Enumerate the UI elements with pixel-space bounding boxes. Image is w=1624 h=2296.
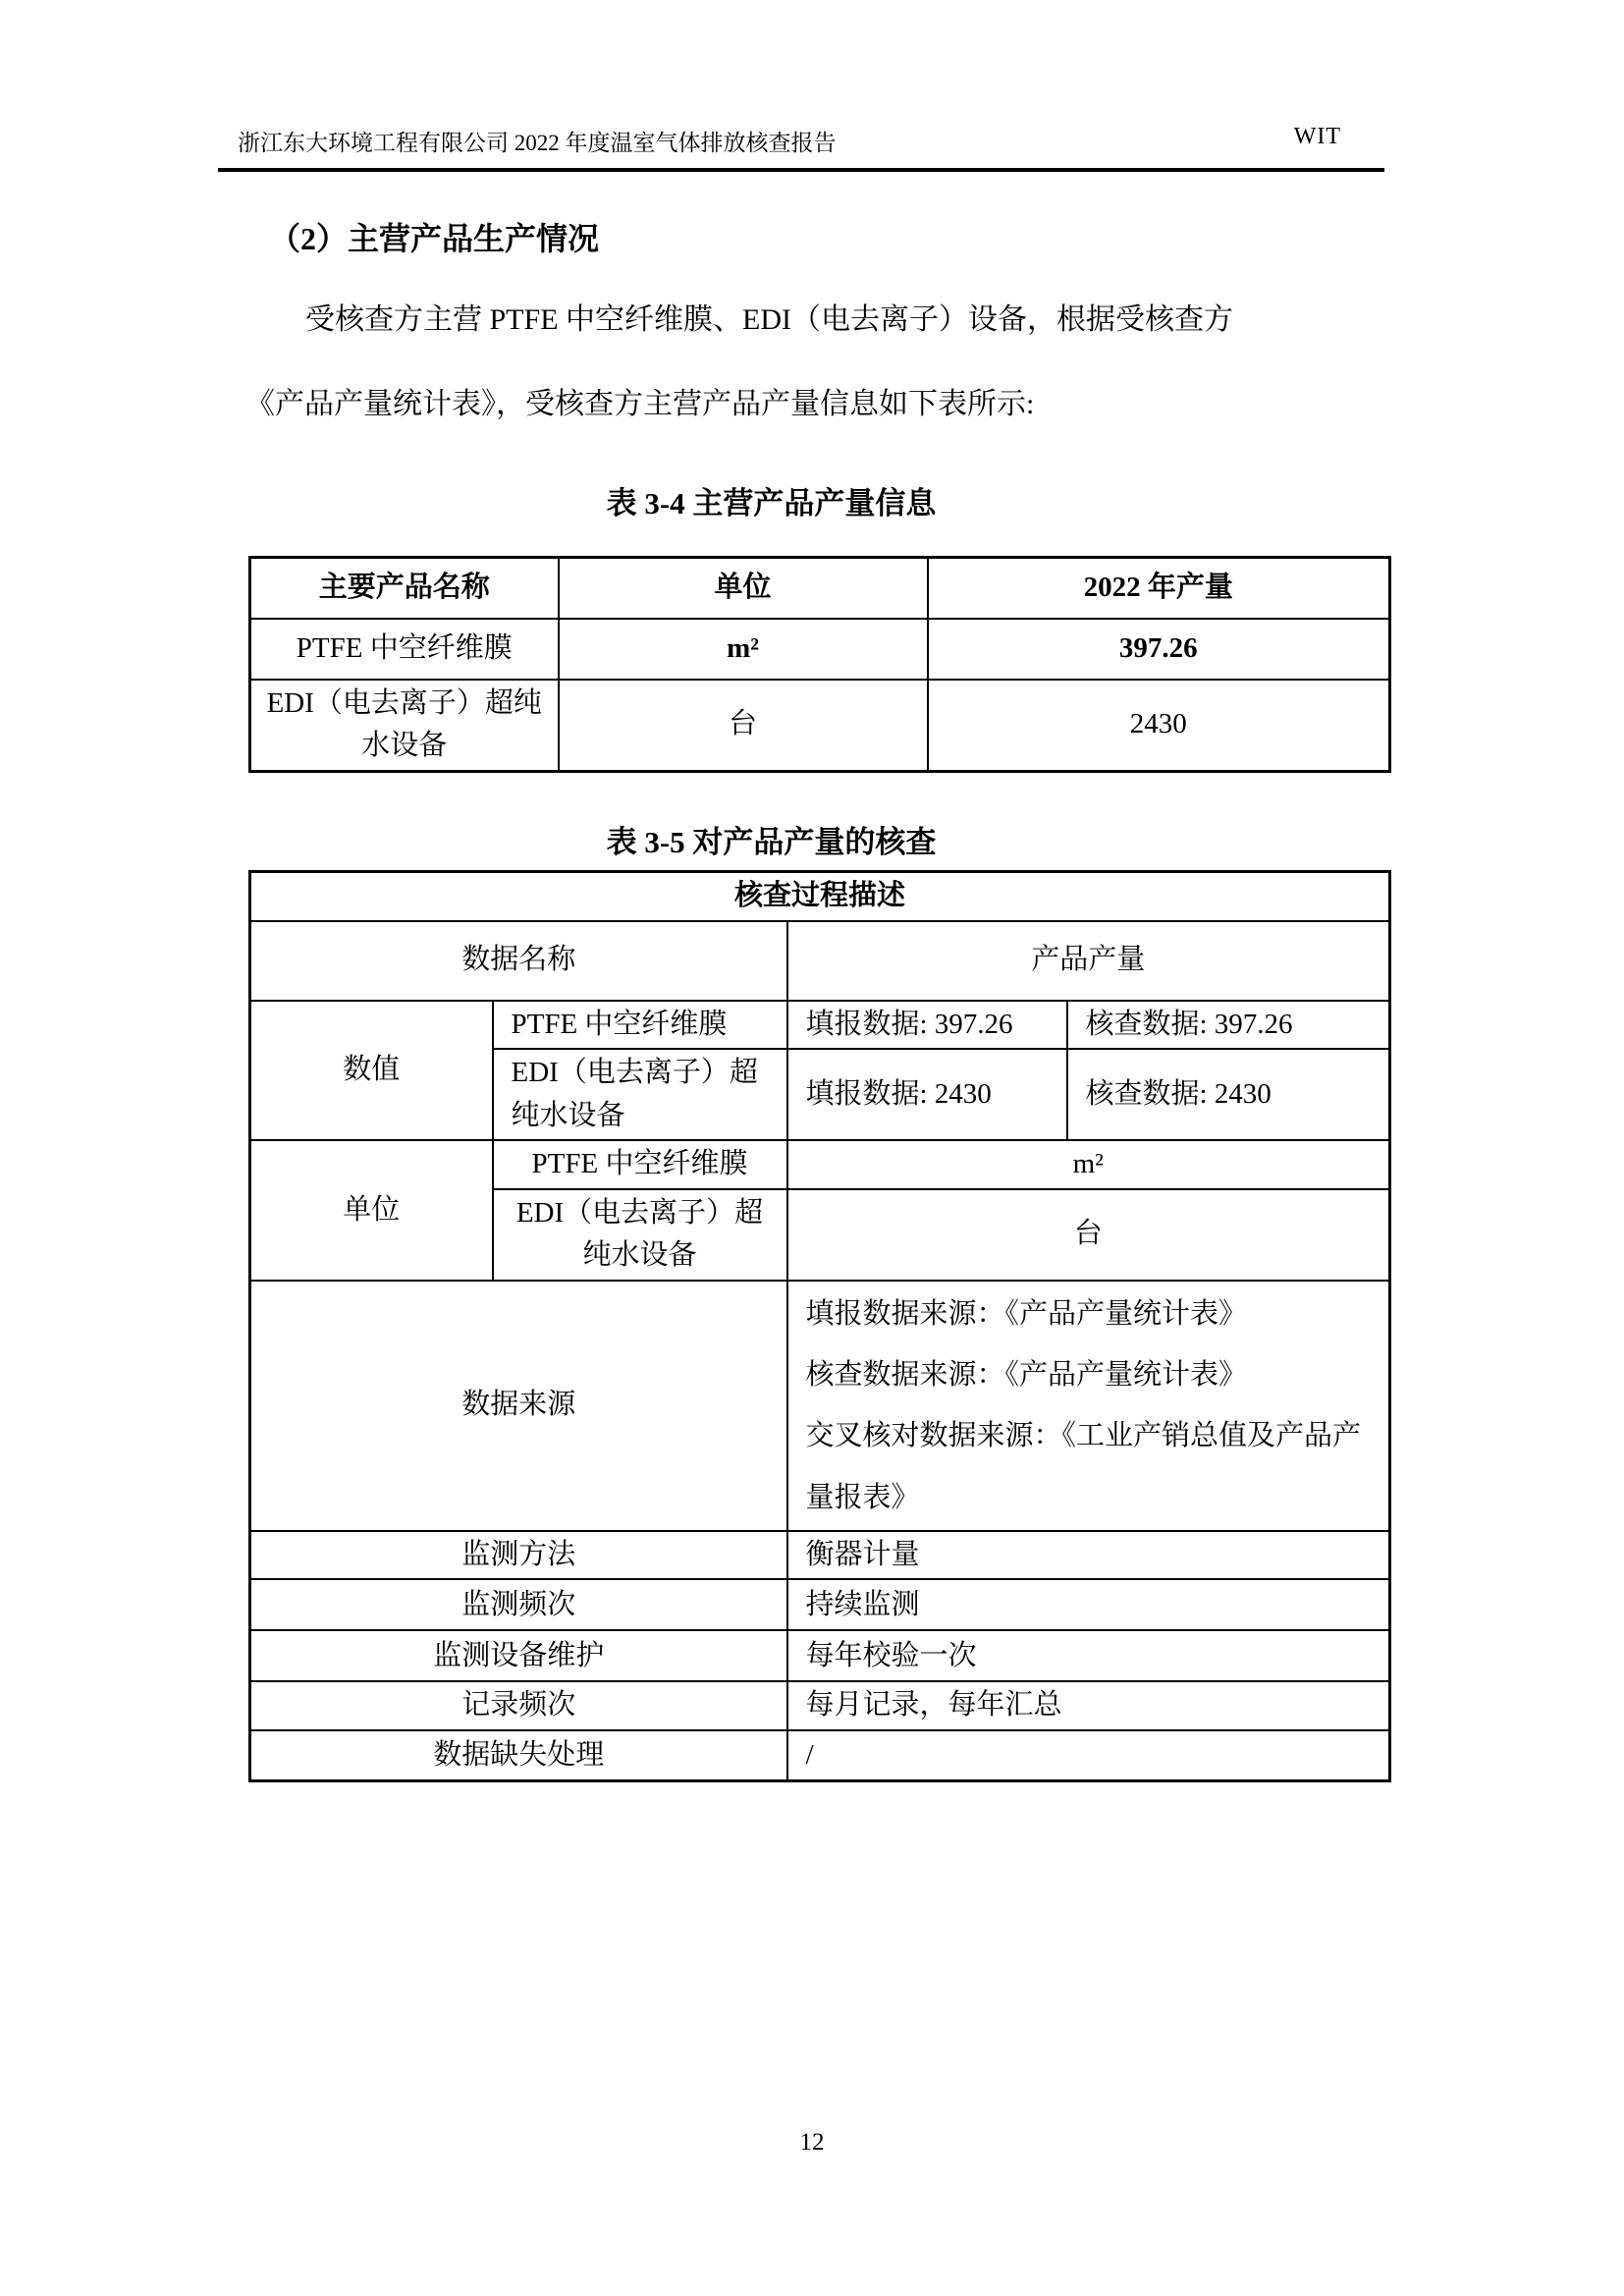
monitoring-frequency-value: 持续监测: [787, 1579, 1390, 1630]
product-name-cell: EDI（电去离子）超纯水设备: [250, 680, 559, 772]
output-cell: 2430: [928, 680, 1390, 772]
output-cell: 397.26: [928, 619, 1390, 680]
data-source-line: 核查数据来源：《产品产量统计表》: [805, 1358, 1248, 1391]
table-row: [250, 1579, 1390, 1630]
paragraph-line-1: 受核查方主营 PTFE 中空纤维膜、EDI（电去离子）设备，根据受核查方: [305, 303, 1233, 336]
section-heading: （2）主营产品生产情况: [269, 221, 600, 256]
unit-value-cell: 台: [787, 1189, 1390, 1281]
data-source-line: 交叉核对数据来源：《工业产销总值及产品产量报表》: [805, 1420, 1362, 1513]
unit-cell: 台: [559, 680, 928, 772]
table-row: [250, 1281, 1390, 1531]
unit-value-cell: m²: [787, 1140, 1390, 1189]
table-row: [250, 1681, 1390, 1730]
monitoring-method-value: 衡器计量: [787, 1531, 1390, 1580]
table-3-4-title: 表 3-4 主营产品产量信息: [606, 486, 937, 520]
table-3-5-verification: [248, 870, 1391, 1782]
col-header-product-name: 主要产品名称: [250, 558, 559, 619]
col-header-unit: 单位: [559, 558, 928, 619]
product-2-label: EDI（电去离子）超纯水设备: [493, 1049, 787, 1140]
verified-value-cell: 核查数据: 397.26: [1067, 1001, 1390, 1050]
missing-data-handling-label: 数据缺失处理: [250, 1730, 787, 1781]
product-1-label: PTFE 中空纤维膜: [493, 1140, 787, 1189]
monitoring-frequency-label: 监测频次: [250, 1579, 787, 1630]
table-3-5-title: 表 3-5 对产品产量的核查: [606, 825, 937, 859]
table-3-4-product-output: [248, 556, 1391, 773]
table-row: [250, 921, 1390, 1001]
table-row: [250, 1730, 1390, 1781]
header-divider-rule: [218, 168, 1384, 172]
numeric-section-label: 数值: [250, 1001, 493, 1141]
data-source-label: 数据来源: [250, 1281, 787, 1531]
paragraph-line-2: 《产品产量统计表》，受核查方主营产品产量信息如下表所示:: [245, 388, 1035, 420]
record-frequency-label: 记录频次: [250, 1681, 787, 1730]
col-header-output-2022: 2022 年产量: [928, 558, 1390, 619]
verification-process-header: 核查过程描述: [250, 872, 1390, 921]
running-head-mark: WIT: [1293, 124, 1341, 149]
data-name-value: 产品产量: [787, 921, 1390, 1001]
table-row: [250, 1531, 1390, 1580]
reported-value-cell: 填报数据: 397.26: [787, 1001, 1067, 1050]
verified-value-cell: 核查数据: 2430: [1067, 1049, 1390, 1140]
record-frequency-value: 每月记录，每年汇总: [787, 1681, 1390, 1730]
table-row: [250, 1140, 1390, 1189]
equipment-maintenance-value: 每年校验一次: [787, 1630, 1390, 1681]
page-number: 12: [799, 2129, 825, 2156]
missing-data-handling-value: /: [787, 1730, 1390, 1781]
reported-value-cell: 填报数据: 2430: [787, 1049, 1067, 1140]
table-row: [250, 1001, 1390, 1050]
table-row: [250, 619, 1390, 680]
table-row: [250, 558, 1390, 619]
monitoring-method-label: 监测方法: [250, 1531, 787, 1580]
unit-section-label: 单位: [250, 1140, 493, 1281]
table-row: [250, 872, 1390, 921]
table-row: [250, 680, 1390, 772]
data-name-label: 数据名称: [250, 921, 787, 1001]
running-head-title: 浙江东大环境工程有限公司 2022 年度温室气体排放核查报告: [238, 131, 837, 155]
equipment-maintenance-label: 监测设备维护: [250, 1630, 787, 1681]
product-1-label: PTFE 中空纤维膜: [493, 1001, 787, 1050]
data-source-cell: [787, 1281, 1390, 1531]
product-2-label: EDI（电去离子）超纯水设备: [493, 1189, 787, 1281]
data-source-line: 填报数据来源：《产品产量统计表》: [805, 1297, 1248, 1330]
table-row: [250, 1630, 1390, 1681]
product-name-cell: PTFE 中空纤维膜: [250, 619, 559, 680]
unit-cell: m²: [559, 619, 928, 680]
